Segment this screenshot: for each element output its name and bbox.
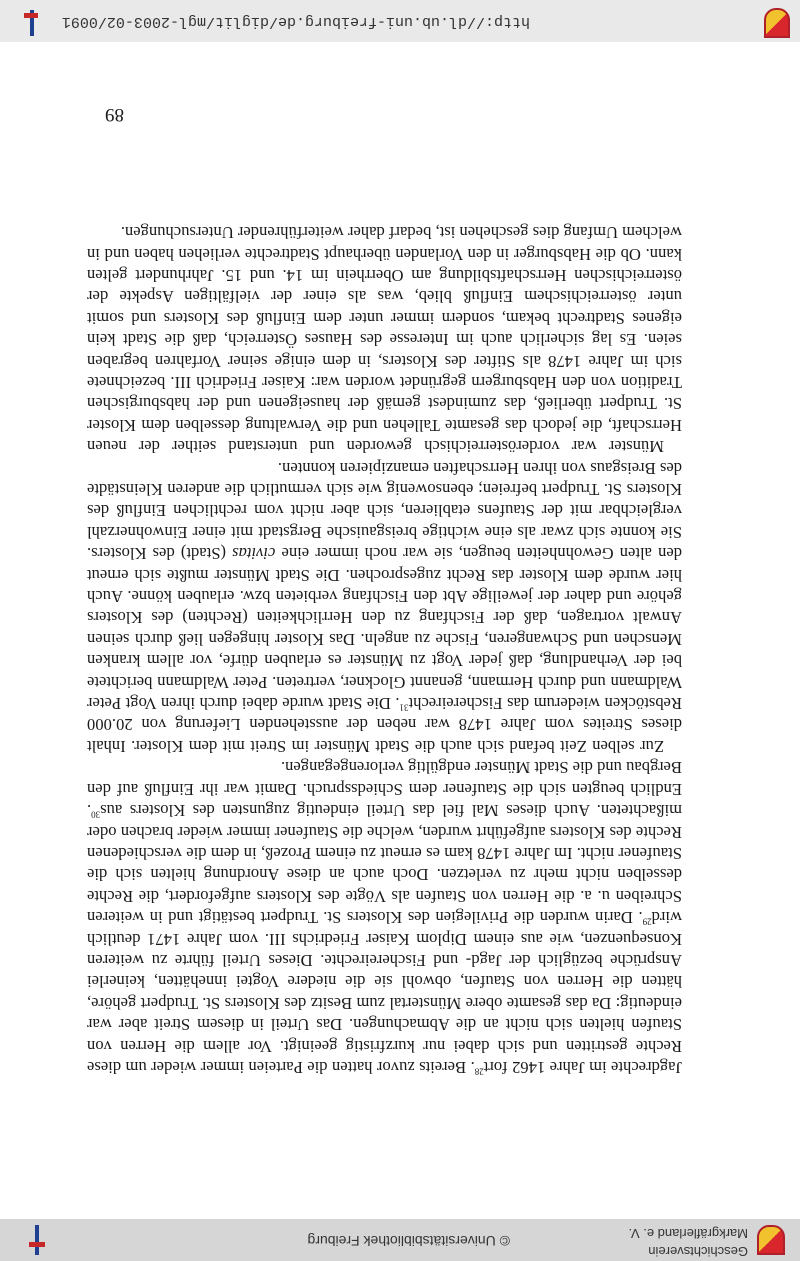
footnote-ref: 28: [474, 1066, 484, 1077]
society-line-2: Markgräflerland e. V.: [628, 1226, 748, 1241]
coat-of-arms-logo: [757, 1225, 785, 1255]
university-logo: [29, 1225, 45, 1255]
paragraph-2: Zur selben Zeit befand sich auch die Stadt Münster im Streit mit dem Kloster. Inhalt dieses Streites vom Jahre 1478 war neben der ausstehenden Lieferung von 20.000 Rebstöcken wiederum das Fischereirecht$^{31}$. Die Stadt wurde dabei durch ihren Vogt Peter Waldmann und durch Hermann, genannt Glockner, vertreten. Peter Waldmann berichtete bei der Verhandlung, daß jeder Vogt zu Münster es erlauben dürfe, vor allem kranken Menschen und Schwangeren, Fische zu angeln. Das Kloster hingegen ließ durch seinen Anwalt vortragen, daß der Fischfang zu den Herrlichkeiten (Rechten) des Klosters gehöre und daher der jeweilige Abt den Fischfang verbieten bzw. erlauben könne. Auch hier wurde dem Kloster das Recht zugesprochen. Die Stadt Münster mußte sich erneut den alten Gewohnheiten beugen, sie war noch immer eine civitas (Stadt) des Klosters. Sie konnte sich zwar als eine wichtige breisgauische Bergstadt mit einer Einwohnerzahl vergleichbar mit der Staufens etablieren, sich aber nicht vom rechtlichen Einfluß des Klosters St. Trudpert befreien; ebensowenig wie sich vermutlich die anderen Kleinstädte des Breisgaus von ihren Herrschaften emanzipieren konnten.: [87, 458, 682, 756]
source-url[interactable]: http://dl.ub.uni-freiburg.de/diglit/mgl-2003-02/0091: [61, 13, 530, 30]
page-number: 89: [105, 104, 124, 125]
paragraph-3: Münster war vorderösterreichisch geworden und unterstand seither der neuen Herrschaft, die jedoch das gesamte Tallehen und die Verwaltung desselben dem Kloster St. Trudpert überließ, das zumindest gemäß der hauseigenen und der habsburgischen Tradition von den Habsburgern gegründet worden war: Kaiser Friedrich III. bezeichnete sich im Jahre 1478 als Stifter des Klosters, in dem einige seiner Vorfahren begraben seien. Es lag sicherlich auch im Interesse des Hauses Österreich, daß die Stadt kein eigenes Stadtrecht bekam, sondern immer unter dem Einfluß des Klosters und somit unter österreichischem Einfluß blieb, was als einer der vielfältigen Aspekte der österreichischen Herrschaftsbildung am Oberrhein im 14. und 15. Jahrhundert gelten kann. Ob die Habsburger in den Vorlanden überhaupt Stadtrechte verliehen haben und in welchem Umfang dies geschehen ist, bedarf daher weiterführender Untersuchungen.: [87, 223, 682, 457]
society-line-1: Geschichtsverein: [648, 1244, 748, 1259]
top-banner: [0, 1219, 800, 1261]
url-banner: [0, 0, 800, 42]
footnote-ref: 29: [642, 916, 652, 927]
body-text: [87, 222, 682, 1078]
university-logo-small: [22, 6, 38, 36]
library-credit: © Universitätsbibliothek Freiburg: [307, 1233, 510, 1249]
paragraph-1: Jagdrechte im Jahre 1462 fort$^{28}$. Bereits zuvor hatten die Parteien immer wieder um diese Rechte gestritten und sich dabei nur kurzfristig geeinigt. Vor allem die Herren von Staufen hielten sich nicht an die Abmachungen. Das Urteil in diesem Streit aber war eindeutig: Da das gesamte obere Münstertal zum Besitz des Klosters St. Trudpert gehöre, hätten die Herren von Staufen, obwohl sie die niedere Vogtei innehätten, keinerlei Ansprüche bezüglich der Jagd- und Fischereirechte. Dieses Urteil führte zu weiteren Konsequenzen, wie aus einem Diplom Kaiser Friedrichs III. vom Jahre 1471 deutlich wird$^{29}$. Darin wurden die Privilegien des Klosters St. Trudpert bestätigt und in weiteren Schreiben u. a. die Herren von Staufen als Vögte des Klosters aufgefordert, die Rechte desselben nicht mehr zu verletzen. Doch auch an diese Anordnung hielten sich die Staufener nicht. Im Jahre 1478 kam es erneut zu einem Prozeß, in dem die verschiedenen Rechte des Klosters aufgeführt wurden, welche die Staufener immer wieder brachen oder mißachteten. Auch dieses Mal fiel das Urteil eindeutig zugunsten des Klosters aus$^{30}$. Endlich beugten sich die Staufener dem Schiedsspruch. Damit war ihr Einfluß auf den Bergbau und die Stadt Münster endgültig verlorengegangen.: [87, 758, 682, 1077]
coat-of-arms-logo-small: [764, 8, 790, 38]
footnote-ref: 30: [91, 809, 101, 820]
footnote-ref: 31: [399, 702, 409, 713]
